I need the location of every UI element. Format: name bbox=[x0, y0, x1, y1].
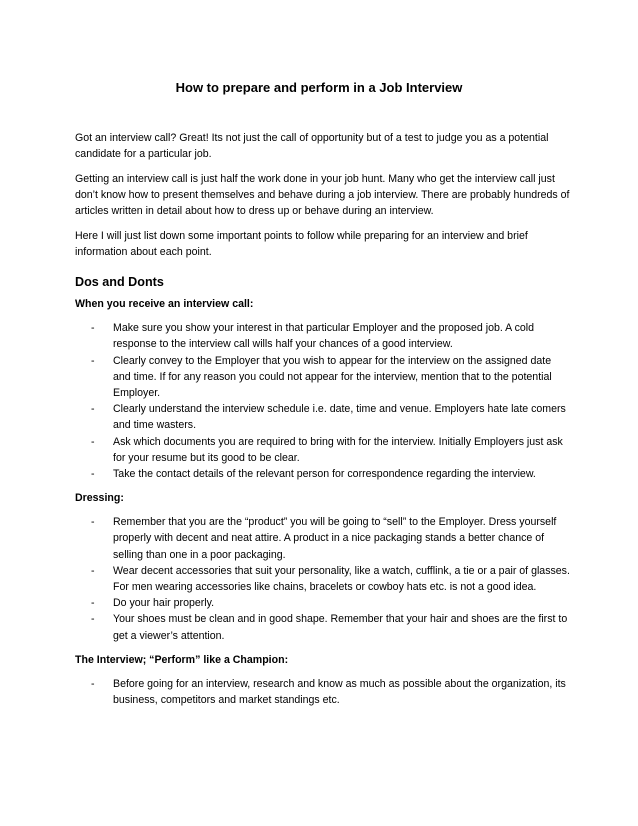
bullet-list bbox=[75, 514, 570, 644]
list-item-text: Do your hair properly. bbox=[113, 597, 215, 610]
list-item bbox=[75, 595, 570, 611]
list-item-text: Wear decent accessories that suit your personality, like a watch, cufflink, a tie or a pair of glasses. For men wearing accessories like chains, bracelets or cowboy hats etc. is not a good idea. bbox=[113, 564, 570, 594]
list-item bbox=[75, 434, 570, 466]
bullet-dash: - bbox=[91, 677, 95, 690]
bullet-dash: - bbox=[91, 403, 95, 416]
list-item bbox=[75, 611, 570, 643]
list-item-text: Remember that you are the “product” you will be going to “sell” to the Employer. Dress yourself properly with decent and neat attire. A product in a nice packaging stands a better chance of selling than one in a poor packaging. bbox=[113, 516, 557, 561]
list-item-text: Make sure you show your interest in that particular Employer and the proposed job. A cold response to the interview call wills half your chances of a good interview. bbox=[113, 322, 535, 351]
bullet-list bbox=[75, 676, 570, 708]
list-item bbox=[75, 320, 570, 352]
bullet-dash: - bbox=[91, 597, 95, 610]
list-item bbox=[75, 563, 570, 595]
list-item bbox=[75, 676, 570, 708]
list-item-text: Ask which documents you are required to bring with for the interview. Initially Employers just ask for your resume but its good to be clear. bbox=[113, 435, 563, 464]
intro-paragraph: Got an interview call? Great! Its not just the call of opportunity but of a test to judge you as a potential candidate for a particular job. bbox=[75, 132, 549, 161]
document-title: How to prepare and perform in a Job Interview bbox=[175, 80, 463, 95]
list-item bbox=[75, 466, 570, 482]
list-item-text: Clearly understand the interview schedule i.e. date, time and venue. Employers hate late comers and time wasters. bbox=[113, 403, 566, 432]
subsection-heading: Dressing: bbox=[75, 492, 124, 505]
bullet-dash: - bbox=[91, 564, 95, 577]
list-item-text: Your shoes must be clean and in good shape. Remember that your hair and shoes are the first to get a viewer’s attention. bbox=[113, 613, 568, 642]
list-item bbox=[75, 353, 570, 402]
list-item bbox=[75, 514, 570, 563]
list-item-text: Take the contact details of the relevant person for correspondence regarding the interview. bbox=[113, 468, 536, 481]
list-item-text: Clearly convey to the Employer that you wish to appear for the interview on the assigned date and time. If for any reason you could not appear for the interview, mention that to the potential Employer. bbox=[113, 354, 552, 400]
section-heading: Dos and Donts bbox=[75, 275, 164, 290]
list-item-text: Before going for an interview, research and know as much as possible about the organization, its business, competitors and market standings etc. bbox=[113, 677, 566, 707]
intro-paragraph: Here I will just list down some important points to follow while preparing for an interview and brief information about each point. bbox=[75, 229, 528, 258]
intro-paragraph: Getting an interview call is just half the work done in your job hunt. Many who get the interview call just don’t know how to present themselves and behave during a job interview. There are probably hundreds of articles written in detail about how to dress up or behave during an interview. bbox=[75, 172, 570, 218]
bullet-dash: - bbox=[91, 354, 95, 367]
bullet-dash: - bbox=[91, 468, 95, 481]
bullet-list bbox=[75, 320, 570, 482]
bullet-dash: - bbox=[91, 516, 95, 529]
document-body bbox=[75, 130, 570, 716]
bullet-dash: - bbox=[91, 322, 95, 335]
bullet-dash: - bbox=[91, 613, 95, 626]
subsection-heading: The Interview; “Perform” like a Champion: bbox=[75, 653, 289, 666]
list-item bbox=[75, 401, 570, 433]
subsection-heading: When you receive an interview call: bbox=[75, 298, 254, 311]
bullet-dash: - bbox=[91, 435, 95, 448]
